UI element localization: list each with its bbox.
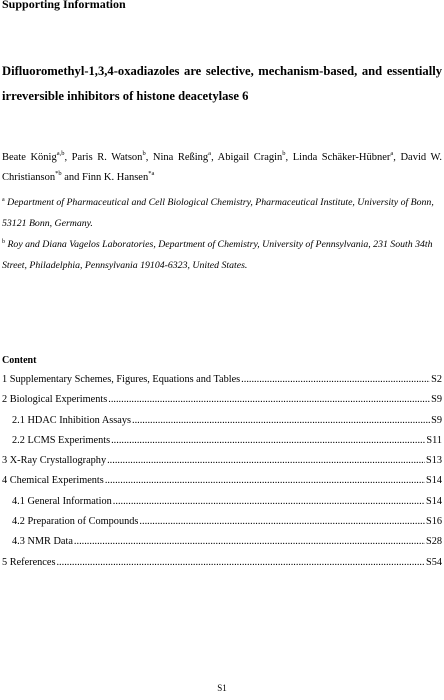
toc-label: 4.1 General Information: [12, 495, 112, 507]
author-joiner: and: [64, 172, 80, 183]
toc-page-number: S14: [425, 475, 442, 487]
toc-leader-dots: [56, 553, 425, 573]
toc-leader-dots: [108, 390, 430, 410]
author-affil-marker: *b: [55, 170, 62, 177]
toc-leader-dots: [132, 411, 430, 431]
toc-entry[interactable]: [2, 512, 442, 532]
toc-label: 5 References: [2, 556, 56, 568]
affiliation-marker: b: [2, 239, 5, 245]
toc-leader-dots: [139, 512, 425, 532]
toc-label: 2.1 HDAC Inhibition Assays: [12, 414, 131, 426]
author-affil-marker: b: [142, 150, 146, 157]
toc-leader-dots: [74, 532, 425, 552]
toc-entry[interactable]: [2, 431, 442, 451]
author-affil-marker: *a: [148, 170, 155, 177]
toc-entry[interactable]: [2, 390, 442, 410]
table-of-contents: [2, 370, 442, 573]
toc-entry[interactable]: [2, 471, 442, 491]
toc-page-number: S14: [425, 495, 442, 507]
toc-entry[interactable]: [2, 492, 442, 512]
author-name: David W. Christianson: [2, 152, 443, 183]
author-list: Beate König$^{a,b}$, Paris R. Watson$^b$, Nina Reßing$^a$, Abigail Cragin$^b$, Linda Schäker-Hübner$^a$, David W. Christianson$^{*b}$ and Finn K. Hansen$^{*a}$: [2, 150, 443, 183]
author-name: Nina Reßing: [152, 152, 209, 163]
toc-page-number: S9: [431, 394, 442, 406]
toc-label: 3 X-Ray Crystallography: [2, 455, 107, 467]
toc-leader-dots: [105, 471, 425, 491]
toc-entry[interactable]: [2, 411, 442, 431]
affiliation-text: Roy and Diana Vagelos Laboratories, Department of Chemistry, University of Pennsylvania, 231 South 34th Street, Philadelphia, Pennsylvania 19104-6323, United States.: [2, 239, 433, 271]
affiliation-marker: a: [2, 197, 5, 203]
author-name: Beate König: [2, 152, 57, 163]
toc-leader-dots: [111, 431, 425, 451]
toc-label: 4.2 Preparation of Compounds: [12, 516, 139, 528]
toc-page-number: S16: [425, 516, 442, 528]
page-number: S1: [217, 683, 227, 693]
toc-page-number: S13: [425, 455, 442, 467]
toc-label: 4.3 NMR Data: [12, 536, 73, 548]
toc-entry[interactable]: [2, 370, 442, 390]
toc-page-number: S54: [425, 556, 442, 568]
content-heading: Content: [2, 355, 37, 366]
author-affil-marker: b: [282, 150, 286, 157]
toc-page-number: S9: [431, 414, 442, 426]
affiliations: [2, 192, 442, 276]
toc-leader-dots: [241, 370, 430, 390]
toc-entry[interactable]: [2, 532, 442, 552]
toc-page-number: S2: [431, 374, 442, 385]
author-name: Linda Schäker-Hübner: [292, 152, 391, 163]
affiliation-item: [2, 192, 442, 234]
toc-page-number: S11: [426, 434, 442, 446]
author-affil-marker: a,b: [56, 150, 65, 157]
section-header: Supporting Information: [2, 0, 126, 11]
toc-label: 1 Supplementary Schemes, Figures, Equations and Tables: [2, 374, 241, 385]
author-name: Paris R. Watson: [71, 152, 143, 163]
toc-leader-dots: [107, 451, 425, 471]
affiliation-text: Department of Pharmaceutical and Cell Biological Chemistry, Pharmaceutical Institute, University of Bonn, 53121 Bonn, Germany.: [2, 197, 434, 229]
author-affil-marker: a: [208, 150, 212, 157]
author-name: Finn K. Hansen: [82, 172, 149, 183]
author-name: Abigail Cragin: [217, 152, 283, 163]
toc-page-number: S28: [425, 536, 442, 548]
toc-label: 2 Biological Experiments: [2, 394, 108, 406]
toc-leader-dots: [113, 492, 425, 512]
affiliation-item: [2, 234, 442, 276]
author-affil-marker: a: [390, 150, 394, 157]
paper-title: Difluoromethyl-1,3,4-oxadiazoles are selective, mechanism-based, and essentially irreversible inhibitors of histone deacetylase 6: [2, 64, 442, 103]
toc-label: 4 Chemical Experiments: [2, 475, 104, 487]
toc-label: 2.2 LCMS Experiments: [12, 434, 111, 446]
toc-entry[interactable]: [2, 451, 442, 471]
toc-entry[interactable]: [2, 553, 442, 573]
